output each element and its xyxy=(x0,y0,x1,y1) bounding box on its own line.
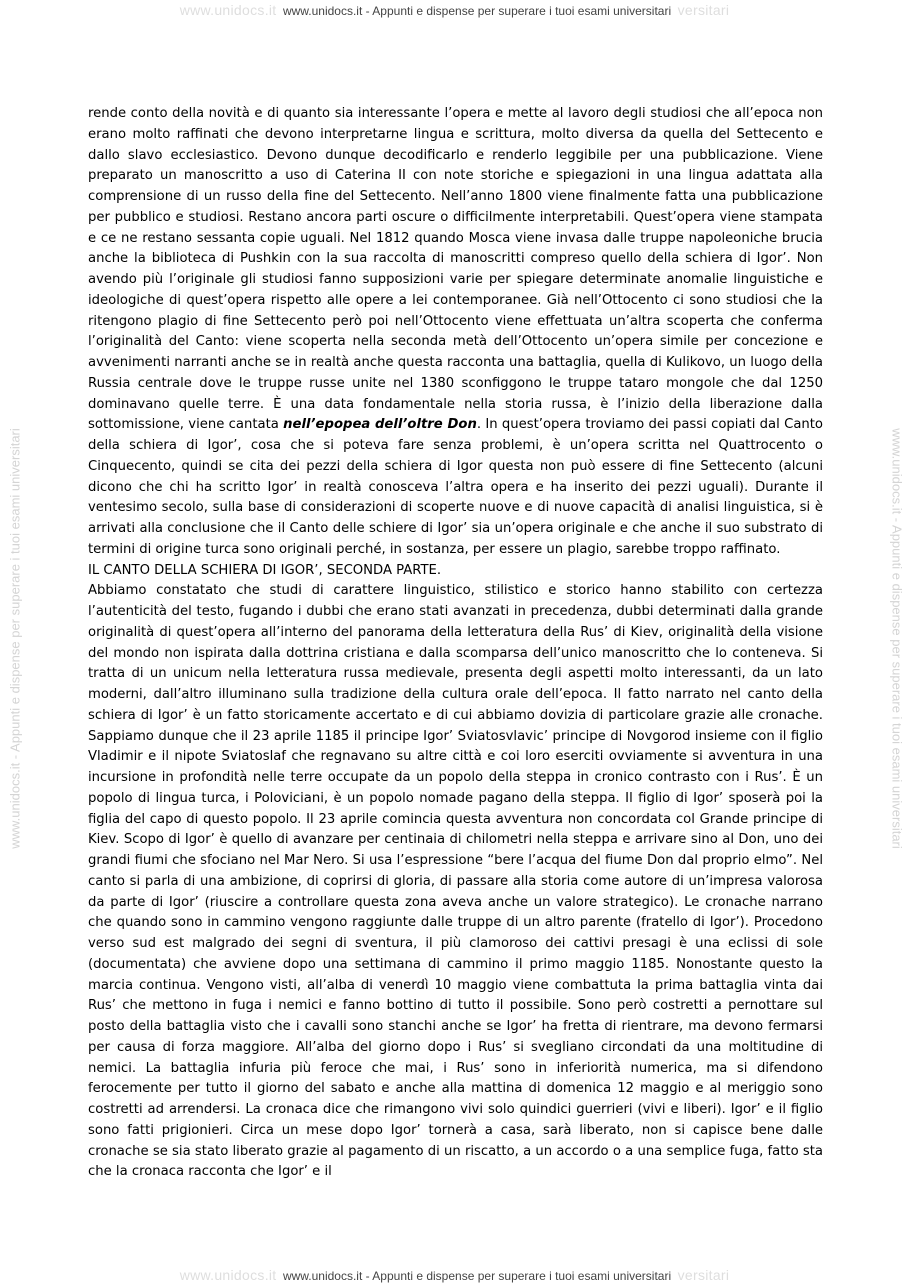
watermark-banner-bottom xyxy=(0,1267,909,1285)
watermark-banner-top xyxy=(0,2,909,20)
watermark-faded-left: www.unidocs.it xyxy=(179,1267,277,1283)
watermark-banner-text: www.unidocs.it - Appunti e dispense per superare i tuoi esami universitari xyxy=(282,4,672,18)
paragraph-1 xyxy=(88,104,823,561)
watermark-faded-right: versitari xyxy=(677,1267,730,1283)
watermark-side-right: www.unidocs.it - Appunti e dispense per superare i tuoi esami universitari xyxy=(889,428,905,849)
watermark-banner-text: www.unidocs.it - Appunti e dispense per superare i tuoi esami universitari xyxy=(282,1269,672,1283)
watermark-side-left: www.unidocs.it - Appunti e dispense per superare i tuoi esami universitari xyxy=(7,428,23,849)
paragraph-1-part-b: . In quest’opera troviamo dei passi copiati dal Canto della schiera di Igor’, cosa che si poteva fare senza problemi, è un’opera scritta nel Quattrocento o Cinquecento, quindi se cita dei pezzi della schiera di Igor questa non può essere di fine Settecento (alcuni dicono che chi ha scritto Igor’ in realtà conosceva l’altra opera e ha inserito dei pezzi uguali). Durante il ventesimo secolo, sulla base di considerazioni di scoperte nuove e di nuove capacità di analisi linguistica, si è arrivati alla conclusione che il Canto delle schiere di Igor’ sia un’opera originale e che anche il suo substrato di termini di origine turca sono originali perché, in sostanza, per essere un plagio, sarebbe troppo raffinato. xyxy=(88,417,823,557)
watermark-faded-right: versitari xyxy=(677,2,730,18)
emphasized-title: nell’epopea dell’oltre Don xyxy=(283,417,477,433)
section-heading: IL CANTO DELLA SCHIERA DI IGOR’, SECONDA PARTE. xyxy=(88,562,442,578)
document-body xyxy=(88,104,823,1183)
paragraph-2: Abbiamo constatato che studi di carattere linguistico, stilistico e storico hanno stabilito con certezza l’autenticità del testo, fugando i dubbi che erano stati avanzati in precedenza, dubbi determinati dalla grande originalità di quest’opera all’interno del panorama della letteratura della Rus’ di Kiev, originalità della visione del mondo non ispirata dalla dottrina cristiana e dalla scomparsa dell’unico manoscritto che lo conteneva. Si tratta di un unicum nella letteratura russa medievale, presenta degli aspetti molto interessanti, da un lato moderni, dall’altro illuminano sulla tradizione della cultura orale dell’epoca. Il fatto narrato nel canto della schiera di Igor’ è un fatto storicamente accertato e di cui abbiamo dovizia di particolare grazie alle cronache. Sappiamo dunque che il 23 aprile 1185 il principe Igor’ Sviatosvlavic’ principe di Novgorod insieme con il figlio Vladimir e il nipote Sviatoslaf che regnavano su altre città e coi loro eserciti ovviamente si avventura in una incursione in profondità nelle terre occupate da un popolo della steppa in cronico contrasto con i Rus’. È un popolo di lingua turca, i Poloviciani, è un popolo nomade pagano della steppa. Il figlio di Igor’ sposerà poi la figlia del capo di questo popolo. Il 23 aprile comincia questa avventura non concordata col Grande principe di Kiev. Scopo di Igor’ è quello di avanzare per centinaia di chilometri nella steppa e arrivare sino al Don, uno dei grandi fiumi che sfociano nel Mar Nero. Si usa l’espressione “bere l’acqua del fiume Don dal proprio elmo”. Nel canto si parla di una ambizione, di coprirsi di gloria, di passare alla storia come autore di un’impresa valorosa da parte di Igor’ (riuscire a controllare questa zona aveva anche un valore strategico). Le cronache narrano che quando sono in cammino vengono raggiunte dalle truppe di un altro parente (fratello di Igor’). Procedono verso sud est malgrado dei segni di sventura, il più clamoroso dei cattivi presagi è una eclissi di sole (documentata) che avviene dopo una settimana di cammino il primo maggio 1185. Nonostante questo la marcia continua. Vengono visti, all’alba di venerdì 10 maggio viene combattuta la prima battaglia vinta dai Rus’ che mettono in fuga i nemici e fanno bottino di tutto il possibile. Sono però costretti a pernottare sul posto della battaglia visto che i cavalli sono stanchi anche se Igor’ ha fretta di rientrare, ma devono fermarsi per causa di forza maggiore. All’alba del giorno dopo i Rus’ si svegliano circondati da una moltitudine di nemici. La battaglia infuria più feroce che mai, i Rus’ sono in inferiorità numerica, ma si difendono ferocemente per tutto il giorno del sabato e anche alla mattina di domenica 12 maggio e al meriggio sono costretti ad arrendersi. La cronaca dice che rimangono vivi solo quindici guerrieri (vivi e liberi). Igor’ e il figlio sono fatti prigionieri. Circa un mese dopo Igor’ tornerà a casa, sarà liberato, non si capisce bene dalle cronache se sia stato liberato grazie al pagamento di un riscatto, a un accordo o a una semplice fuga, fatto sta che la cronaca racconta che Igor’ e il xyxy=(88,583,823,1180)
paragraph-1-part-a: rende conto della novità e di quanto sia interessante l’opera e mette al lavoro degli studiosi che all’epoca non erano molto raffinati che devono interpretarne lingua e scrittura, molto diversa da quella del Settecento e dallo slavo ecclesiastico. Devono dunque decodificarlo e renderlo leggibile per una pubblicazione. Viene preparato un manoscritto a uso di Caterina II con note storiche e spiegazioni in una lingua adattata alla comprensione di un russo della fine del Settecento. Nell’anno 1800 viene finalmente fatta una pubblicazione per pubblico e studiosi. Restano ancora parti oscure o difficilmente interpretabili. Quest’opera viene stampata e ce ne restano sessanta copie uguali. Nel 1812 quando Mosca viene invasa dalle truppe napoleoniche brucia anche la biblioteca di Pushkin con la sua raccolta di manoscritti compreso quello della schiera di Igor’. Non avendo più l’originale gli studiosi fanno supposizioni varie per spiegare determinate anomalie linguistiche e ideologiche di quest’opera rispetto alle opere a lei contemporanee. Già nell’Ottocento ci sono studiosi che la ritengono plagio di fine Settecento però poi nell’Ottocento viene effettuata un’altra scoperta che conferma l’originalità del Canto: viene scoperta nella seconda metà dell’Ottocento un’opera simile per concezione e avvenimenti narranti anche se in realtà anche questa racconta una battaglia, quella di Kulikovo, un luogo della Russia centrale dove le truppe russe unite nel 1380 sconfiggono le truppe tataro mongole che dal 1250 dominavano quelle terre. È una data fondamentale nella storia russa, è l’inizio della liberazione dalla sottomissione, viene cantata xyxy=(88,106,823,433)
watermark-faded-left: www.unidocs.it xyxy=(179,2,277,18)
